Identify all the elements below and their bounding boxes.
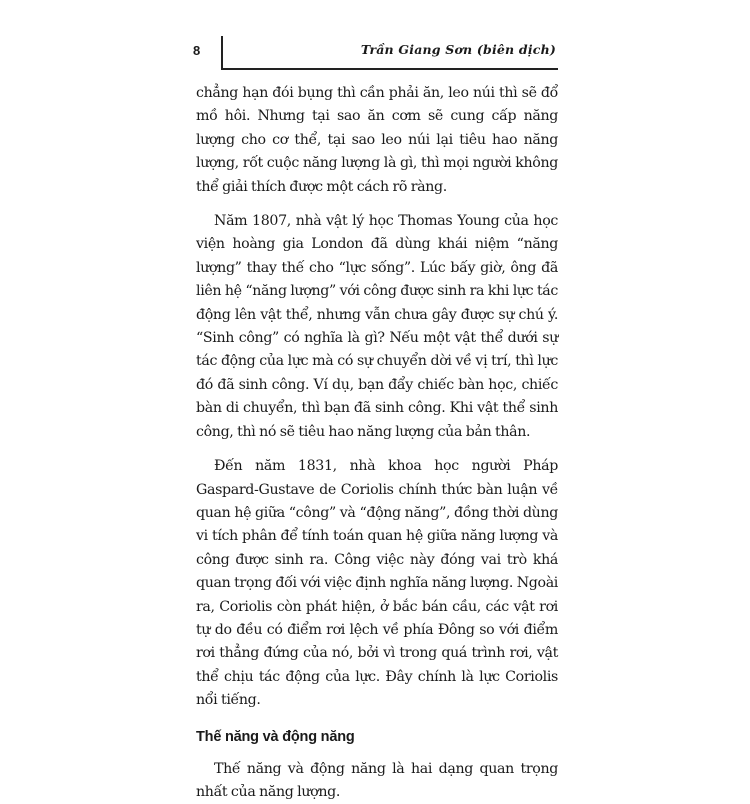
- page-number: 8: [193, 43, 201, 58]
- paragraph-thomas-young: Năm 1807, nhà vật lý học Thomas Young của học viện hoàng gia London đã dùng khái niệm “năng lượng” thay thế cho “lực sống”. Lúc bấy giờ, ông đã liên hệ “năng lượng” với công được sinh ra khi lực tác động lên vật thể, nhưng vẫn chưa gây được sự chú ý. “Sinh công” có nghĩa là gì? Nếu một vật thể dưới sự tác động của lực mà có sự chuyển dời về vị trí, thì lực đó đã sinh công. Ví dụ, bạn đẩy chiếc bàn học, chiếc bàn di chuyển, thì bạn đã sinh công. Khi vật thể sinh công, thì nó sẽ tiêu hao năng lượng của bản thân.: [196, 213, 558, 440]
- running-head-translator: Trần Giang Sơn (biên dịch): [360, 42, 556, 57]
- paragraph-section-intro: Thế năng và động năng là hai dạng quan trọng nhất của năng lượng.: [196, 760, 558, 800]
- page-header: [193, 36, 558, 70]
- header-vertical-rule: [221, 36, 223, 70]
- section-heading: Thế năng và động năng: [196, 728, 355, 745]
- header-horizontal-rule: [221, 68, 558, 70]
- paragraph-continued: chẳng hạn đói bụng thì cần phải ăn, leo núi thì sẽ đổ mồ hôi. Nhưng tại sao ăn cơm sẽ cung cấp năng lượng cho cơ thể, tại sao leo núi lại tiêu hao năng lượng, rốt cuộc năng lượng là gì, thì mọi người không thể giải thích được một cách rõ ràng.: [196, 85, 558, 195]
- body-text: [196, 82, 558, 804]
- paragraph-coriolis: Đến năm 1831, nhà khoa học người Pháp Gaspard-Gustave de Coriolis chính thức bàn luận về quan hệ giữa “công” và “động năng”, đồng thời dùng vi tích phân để tính toán quan hệ giữa năng lượng và công được sinh ra. Công việc này đóng vai trò khá quan trọng đối với việc định nghĩa năng lượng. Ngoài ra, Coriolis còn phát hiện, ở bắc bán cầu, các vật rơi tự do đều có điểm rơi lệch về phía Đông so với điểm rơi thẳng đứng của nó, bởi vì trong quá trình rơi, vật thể chịu tác động của lực. Đây chính là lực Coriolis nổi tiếng.: [196, 458, 558, 709]
